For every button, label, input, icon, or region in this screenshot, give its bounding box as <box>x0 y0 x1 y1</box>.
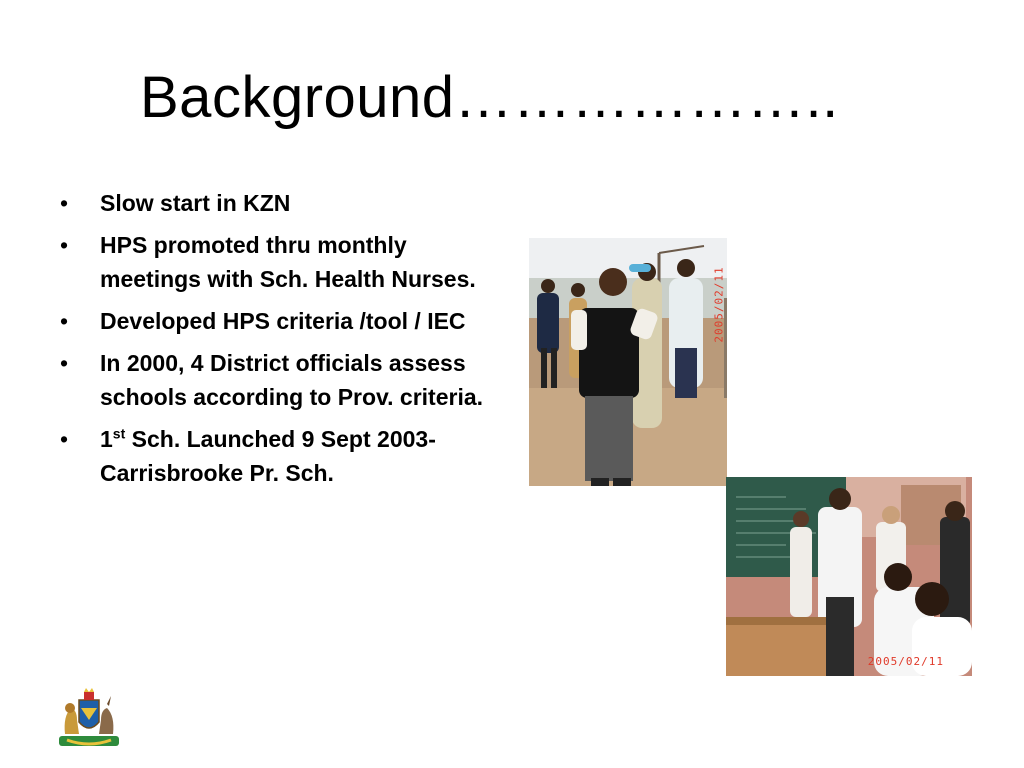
bullet-icon: • <box>60 426 69 452</box>
bullet-text: Sch. Launched 9 Sept 2003- Carrisbrooke Pr. Sch. <box>100 426 436 486</box>
bullet-item <box>60 304 500 338</box>
coat-of-arms-icon <box>57 686 121 750</box>
bullet-icon: • <box>60 350 69 376</box>
bullet-item <box>60 346 500 414</box>
slide-title: Background……………….. <box>140 65 839 130</box>
bullet-text: Developed HPS criteria /tool / IEC <box>100 308 466 334</box>
bullet-text: HPS promoted thru monthly meetings with Sch. Health Nurses. <box>100 232 476 292</box>
bullet-icon: • <box>60 190 69 216</box>
bullet-text: Slow start in KZN <box>100 190 291 216</box>
bullet-ordinal: 1 <box>100 426 113 452</box>
bullet-item <box>60 228 500 296</box>
coat-of-arms-logo <box>57 686 121 750</box>
classroom-photo <box>726 477 972 676</box>
photo-date-stamp: 2005/02/11 <box>712 266 726 343</box>
bullet-text: In 2000, 4 District officials assess schools according to Prov. criteria. <box>100 350 484 410</box>
outdoor-group-photo <box>529 238 727 486</box>
outdoor-photo-illustration <box>529 238 727 486</box>
photo-date-stamp: 2005/02/11 <box>867 655 944 668</box>
bullet-list <box>60 186 500 498</box>
bullet-item <box>60 422 500 490</box>
bullet-icon: • <box>60 232 69 258</box>
bullet-ordinal-suffix: st <box>112 425 126 442</box>
bullet-icon: • <box>60 308 69 334</box>
bullet-item <box>60 186 500 220</box>
classroom-photo-illustration <box>726 477 972 676</box>
